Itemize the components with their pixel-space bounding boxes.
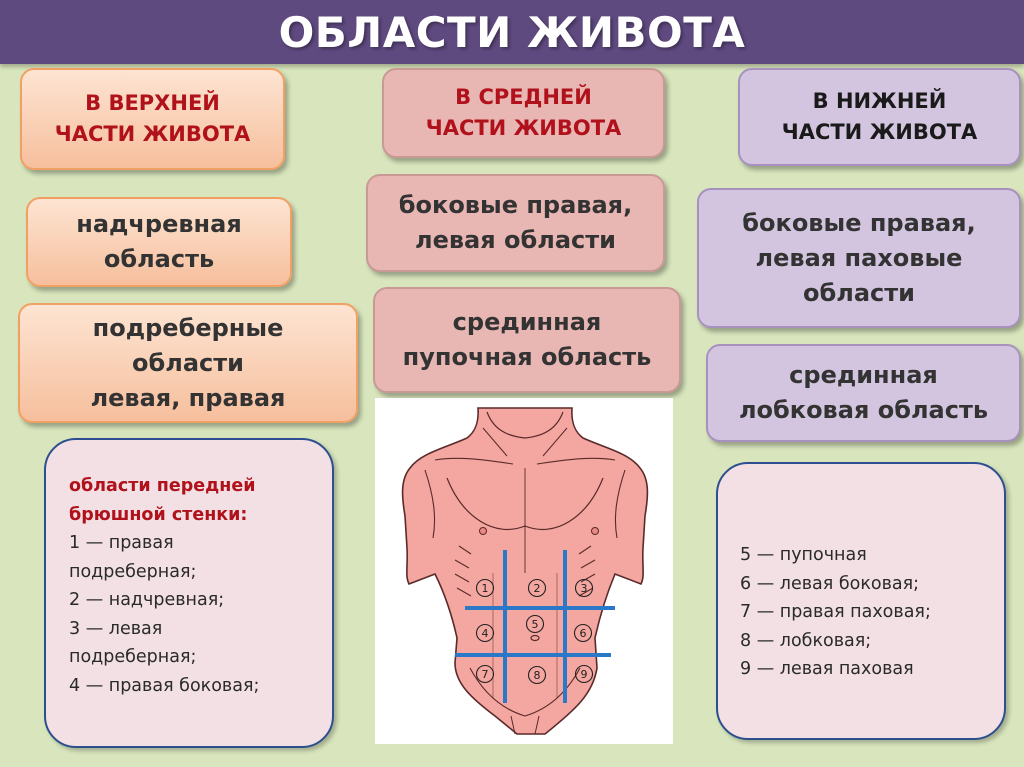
upper-heading-box — [20, 68, 285, 170]
region-number: 2 — [533, 582, 541, 595]
lower-item-pubic — [706, 344, 1021, 442]
region-number: 9 — [580, 668, 588, 681]
title-bar — [0, 0, 1024, 64]
middle-item-label: срединная пупочная область — [402, 308, 652, 371]
legend-right — [716, 462, 1006, 740]
lower-heading: В НИЖНЕЙ ЧАСТИ ЖИВОТА — [781, 89, 978, 144]
torso-drawing — [375, 398, 673, 744]
legend-item: 7 — правая паховая; — [740, 602, 931, 622]
nipple-left — [480, 528, 487, 535]
legend-title: области передней брюшной стенки: — [69, 476, 256, 525]
region-number: 6 — [579, 627, 587, 640]
lower-item-label: боковые правая, левая паховые области — [742, 208, 976, 307]
upper-item-label: надчревная область — [76, 210, 242, 273]
middle-item-umbilical — [373, 287, 681, 393]
region-number: 3 — [580, 582, 588, 595]
legend-item: 1 — правая подреберная; — [69, 533, 197, 582]
upper-heading: В ВЕРХНЕЙ ЧАСТИ ЖИВОТА — [54, 91, 251, 146]
middle-item-lateral — [366, 174, 665, 272]
legend-item: 8 — лобковая; — [740, 630, 872, 651]
legend-item: 9 — левая паховая — [740, 659, 914, 679]
region-number: 4 — [481, 627, 489, 640]
legend-left — [44, 438, 334, 748]
page-title: ОБЛАСТИ ЖИВОТА — [278, 7, 746, 57]
upper-item-epigastric — [26, 197, 292, 287]
nipple-right — [592, 528, 599, 535]
upper-item-label: подреберные области левая, правая — [90, 313, 286, 412]
upper-item-hypochondriac — [18, 303, 358, 423]
lower-item-inguinal — [697, 188, 1021, 328]
lower-item-label: срединная лобковая область — [738, 361, 989, 424]
middle-item-label: боковые правая, левая области — [398, 191, 633, 254]
region-number: 7 — [481, 668, 489, 681]
region-number: 5 — [531, 618, 539, 631]
middle-heading: В СРЕДНЕЙ ЧАСТИ ЖИВОТА — [425, 85, 622, 140]
region-number: 8 — [533, 669, 541, 682]
legend-item: 5 — пупочная — [740, 545, 867, 565]
torso-illustration — [375, 398, 673, 744]
lower-heading-box — [738, 68, 1021, 166]
region-number: 1 — [481, 582, 489, 595]
legend-item: 6 — левая боковая; — [740, 573, 920, 594]
legend-item: 2 — надчревная; — [69, 590, 225, 610]
legend-item: 3 — левая подреберная; — [69, 618, 197, 667]
legend-item: 4 — правая боковая; — [69, 675, 260, 696]
middle-heading-box — [382, 68, 665, 158]
